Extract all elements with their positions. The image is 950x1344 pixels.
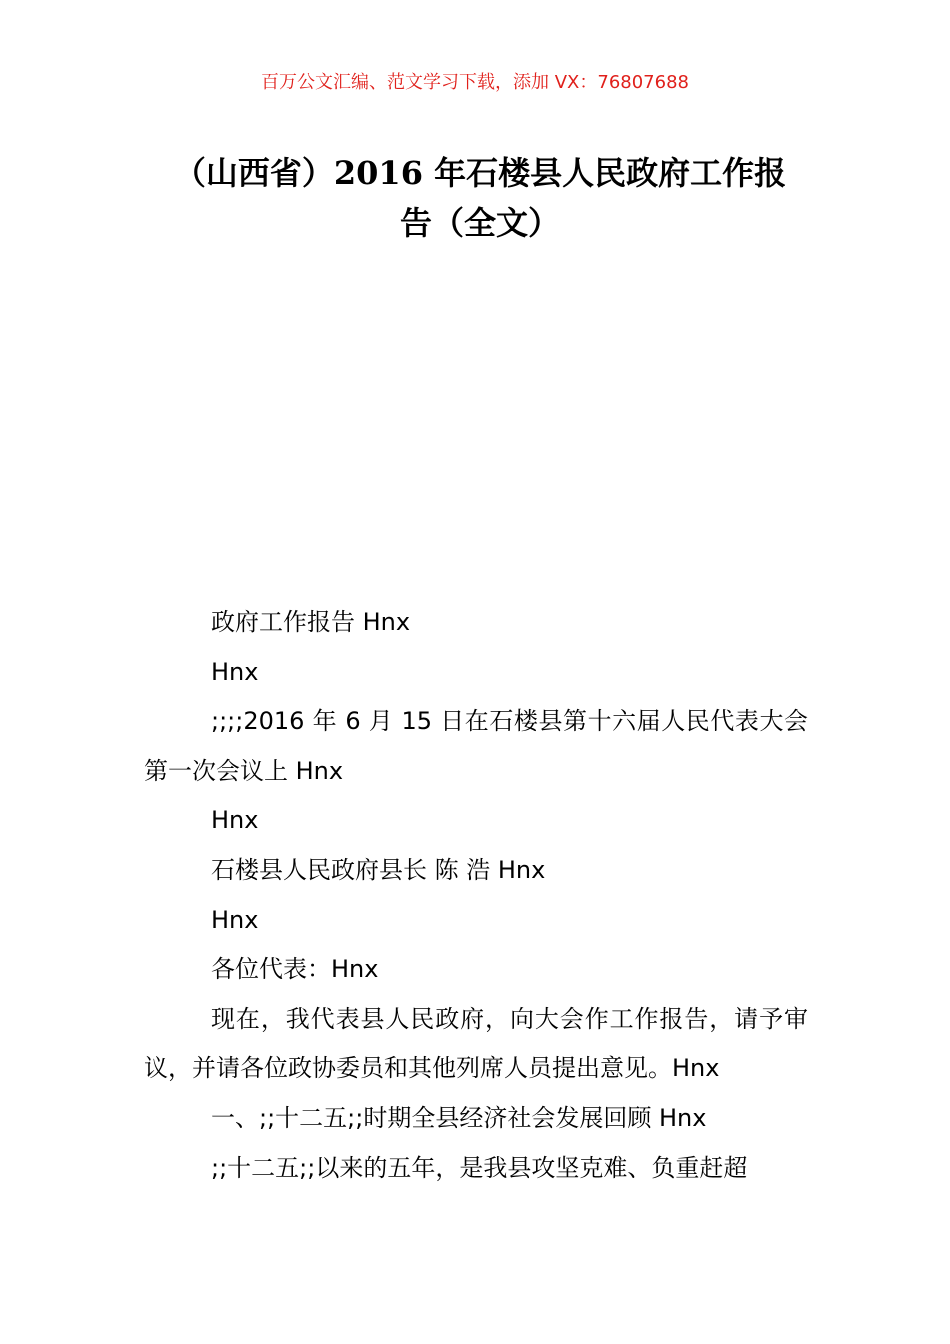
promo-header-note: 百万公文汇编、范文学习下载，添加 VX：76807688 — [261, 72, 689, 93]
paragraph-review: ;;十二五;;以来的五年，是我县攻坚克难、负重赶超 — [211, 1153, 748, 1182]
paragraph-report-label: 政府工作报告 Hnx — [211, 608, 411, 636]
paragraph-meeting-date: ;;;;2016 年 6 月 15 日在石楼县第十六届人民代表大会第一次会议上 Hnx — [144, 707, 808, 785]
paragraph-intro: 现在，我代表县人民政府，向大会作工作报告，请予审议，并请各位政协委员和其他列席人员提出意见。Hnx — [144, 1004, 808, 1083]
paragraph-marker: Hnx — [211, 657, 259, 686]
document-title-line-2: 告（全文） — [399, 204, 560, 242]
document-body — [144, 598, 808, 1193]
paragraph-marker: Hnx — [211, 905, 259, 934]
document-title — [140, 148, 820, 248]
paragraph-marker: Hnx — [211, 806, 259, 835]
section-heading: 一、;;十二五;;时期全县经济社会发展回顾 Hnx — [211, 1103, 707, 1132]
document-title-line-1: （山西省）2016 年石楼县人民政府工作报 — [173, 154, 787, 192]
paragraph-speaker: 石楼县人民政府县长 陈 浩 Hnx — [211, 855, 546, 884]
paragraph-salutation: 各位代表：Hnx — [211, 955, 379, 984]
